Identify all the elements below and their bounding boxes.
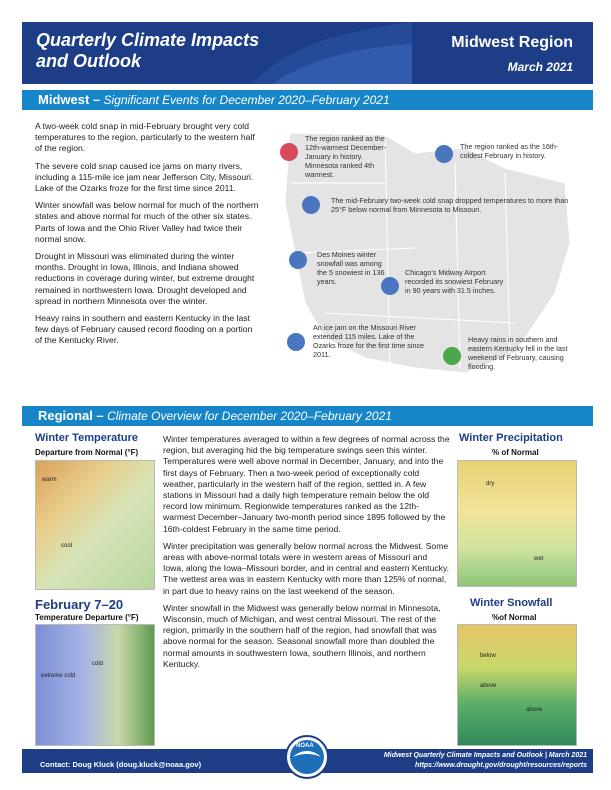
winter-snowfall-heading: Winter Snowfall <box>470 597 553 609</box>
map-label-wet: wet <box>534 556 544 562</box>
warning-icon <box>302 196 320 214</box>
events-paragraph: Winter snowfall was below normal for much of the northern states and above normal for much of the other six states. Parts of Iowa and the Ohio River Valley had twice their normal snow. <box>35 200 259 244</box>
winter-temperature-map <box>35 460 155 590</box>
events-paragraph: The severe cold snap caused ice jams on many rivers, including a 115-mile ice jam near Jefferson City, Missouri. Lake of the Ozarks froze for the first time since 2011. <box>35 160 254 194</box>
winter-precipitation-map <box>457 460 577 587</box>
snowflake-icon <box>381 277 399 295</box>
footer-contact: Contact: Doug Kluck (doug.kluck@noaa.gov) <box>40 760 202 769</box>
events-paragraph: A two-week cold snap in mid-February brought very cold temperatures to the region, particularly to the western half of the region. <box>35 121 255 154</box>
rain-icon <box>443 347 461 365</box>
map-label-extreme-cold: extreme cold <box>41 673 76 679</box>
title-line-1: Quarterly Climate Impacts <box>36 30 260 50</box>
report-date: March 2021 <box>507 60 573 74</box>
february-heading: February 7–20 <box>35 597 124 612</box>
section-bar-significant-events <box>22 90 593 110</box>
section-lead-midwest: Midwest – <box>38 92 101 107</box>
winter-precipitation-subheading: % of Normal <box>492 448 539 457</box>
overview-paragraph: Winter snowfall in the Midwest was generally below normal in Minnesota, Wisconsin, much of Michigan, and west central Missouri. The rest of the region, primarily in the southern half of the region, had snowfall that was above normal for the season. Seasonal snowfall more than doubled the normal amounts in southwestern Iowa, southern Illinois, and northern Kentucky. <box>163 602 441 669</box>
map-label-cool: cool <box>61 543 73 549</box>
callout-chicago-snow: Chicago's Midway Airport recorded its snowiest February in 90 years with 31.5 inches. <box>405 268 504 295</box>
map-label-above: above <box>480 683 497 689</box>
section-subtitle-overview: Climate Overview for December 2020–February 2021 <box>107 409 392 423</box>
callout-ice-jam: An ice jam on the Missouri River extended 115 miles. Lake of the Ozarks froze for the first time since 2011. <box>313 323 425 359</box>
title-line-2: and Outlook <box>36 51 141 71</box>
region-name: Midwest Region <box>451 34 573 51</box>
map-label-below: below <box>480 653 496 659</box>
footer-report-title: Midwest Quarterly Climate Impacts and Outlook | March 2021 <box>383 752 587 759</box>
icicle-icon <box>287 333 305 351</box>
map-label-dry: dry <box>486 481 495 487</box>
noaa-logo-text: NOAA <box>296 743 314 749</box>
callout-des-moines-snow: Des Moines winter snowfall was among the 5 snowiest in 136 years. <box>317 250 385 286</box>
footer-report-url[interactable]: https://www.drought.gov/drought/resources/reports <box>414 762 587 769</box>
page-title <box>36 30 266 72</box>
section-bar-climate-overview <box>22 406 593 426</box>
events-paragraph: Heavy rains in southern and eastern Kentucky in the last few days of February caused record flooding on a portion of the Kentucky River. <box>35 313 253 346</box>
map-label-cold: cold <box>92 661 104 667</box>
overview-paragraph: Winter precipitation was generally below normal across the Midwest. Some areas with above-normal totals were in western areas of Missouri and Iowa, along the Iowa–Missouri border, and in central and eastern Kentucky. The wettest area was in eastern Kentucky with more than 125% of normal, in part due to heavy rains on the last weekend of the season. <box>163 540 449 596</box>
thermometer-warm-icon <box>280 143 298 161</box>
midwest-events-map <box>265 123 585 388</box>
february-subheading: Temperature Departure (°F) <box>35 613 139 622</box>
winter-temperature-heading: Winter Temperature <box>35 432 138 444</box>
overview-text-column <box>163 434 450 676</box>
winter-snowfall-subheading: %of Normal <box>492 613 537 622</box>
events-text-column <box>35 121 260 353</box>
section-subtitle-events: Significant Events for December 2020–February 2021 <box>103 93 390 107</box>
noaa-logo <box>285 735 329 779</box>
callout-cold-snap: The mid-February two-week cold snap dropped temperatures to more than 25°F below normal from Minnesota to Missouri. <box>331 196 569 214</box>
callout-warm-ranking: The region ranked as the 12th-warmest December-January in history. Minnesota ranked 4th warmest. <box>305 134 387 179</box>
winter-snowfall-map <box>457 624 577 746</box>
events-paragraph: Drought in Missouri was eliminated during the winter months. Drought in Iowa, Illinois, and Indiana showed reductions in coverage during winter, but extreme drought remained in northwestern Iowa. Drought developed and spread in northern Minnesota over the winter. <box>35 251 255 306</box>
map-label-warm: warm <box>42 477 57 483</box>
overview-paragraph: Winter temperatures averaged to within a few degrees of normal across the region, but averaging hid the big temperature swings seen this winter. Temperatures were well above normal in December, January, and into the first days of February. Then a two-week period of exceptionally cold weather, particularly in the western half of the region, settled in. A few stations in Missouri had a daily high temperature remain below the old record low minimum. Regionwide temperatures ranked as the 12th-warmest December–January two-month period since 1895 followed by the 16th-coldest February in the same time period. <box>163 434 450 534</box>
page-header <box>22 22 593 84</box>
section-lead-regional: Regional – <box>38 408 104 423</box>
thermometer-cold-icon <box>435 145 453 163</box>
callout-kentucky-rain: Heavy rains in southern and eastern Kentucky fell in the last weekend of February, causing flooding. <box>468 335 568 371</box>
header-wave-graphic <box>252 22 412 84</box>
february-temperature-map <box>35 624 155 746</box>
map-label-above-2: above <box>526 707 543 713</box>
callout-cold-february: The region ranked as the 16th-coldest February in history. <box>460 142 559 160</box>
snowflake-icon <box>289 251 307 269</box>
winter-temperature-subheading: Departure from Normal (°F) <box>35 448 139 457</box>
winter-precipitation-heading: Winter Precipitation <box>459 432 563 444</box>
